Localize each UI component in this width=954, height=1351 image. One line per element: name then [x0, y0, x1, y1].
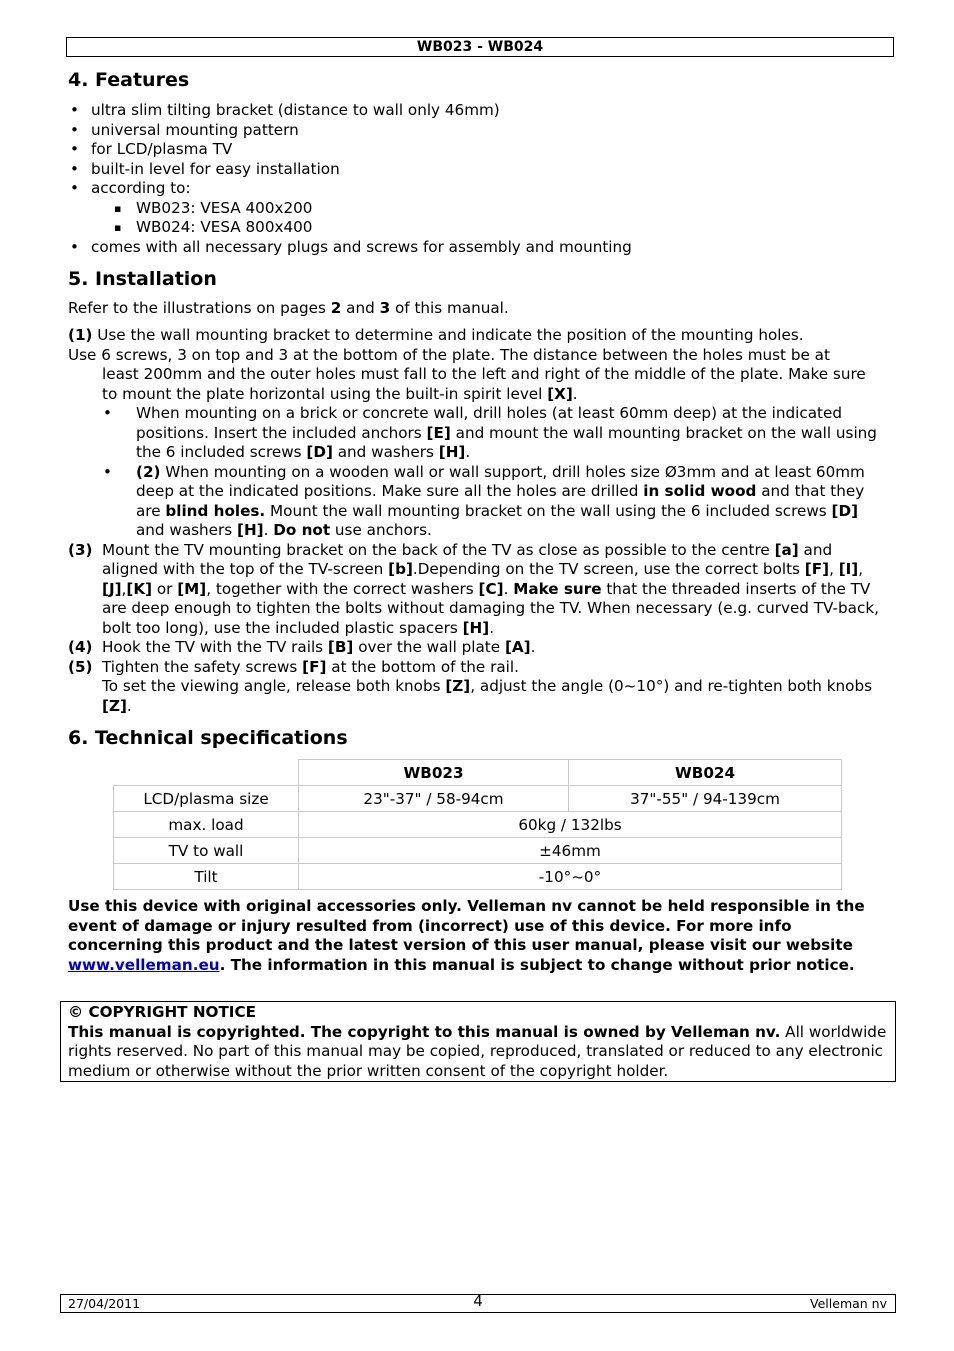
- table-cell: 23"-37" / 58-94cm: [299, 786, 569, 812]
- step-1: (1) Use the wall mounting bracket to determine and indicate the position of the mounting holes.: [68, 326, 804, 344]
- table-cell: -10°~0°: [299, 864, 842, 890]
- list-item: • built-in level for easy installation: [68, 160, 632, 180]
- sublist-item: ▪ WB023: VESA 400x200: [91, 199, 632, 219]
- installation-steps: [68, 326, 883, 716]
- table-row: [114, 812, 842, 838]
- table-header-row: [114, 760, 842, 786]
- step-5: (5) Tighten the safety screws [F] at the bottom of the rail.: [68, 657, 519, 676]
- document-footer: [60, 1294, 896, 1313]
- specs-heading: 6. Technical specifications: [68, 727, 348, 749]
- refer-paragraph: Refer to the illustrations on pages 2 and 3 of this manual.: [68, 299, 509, 317]
- table-row: [114, 786, 842, 812]
- page-number: 4: [473, 1292, 483, 1310]
- footer-date: 27/04/2011: [68, 1296, 141, 1311]
- column-header: WB023: [299, 760, 569, 786]
- list-item: • ultra slim tilting bracket (distance to wall only 46mm): [68, 101, 632, 121]
- row-label: LCD/plasma size: [114, 786, 299, 812]
- column-header: WB024: [569, 760, 842, 786]
- features-list: [68, 101, 632, 257]
- features-heading: 4. Features: [68, 69, 190, 91]
- table-cell: 37"-55" / 94-139cm: [569, 786, 842, 812]
- table-cell: ±46mm: [299, 838, 842, 864]
- table-row: [114, 864, 842, 890]
- step-1-rest: least 200mm and the outer holes must fall to the left and right of the middle of the plate. Make sure to mount the plate horizontal using the built-in spirit level [X].: [102, 365, 866, 403]
- list-item: • universal mounting pattern: [68, 121, 632, 141]
- header-title: WB023 - WB024: [416, 39, 544, 55]
- copyright-text: This manual is copyrighted. The copyright to this manual is owned by Velleman nv. All worldwide rights reserved. No part of this manual may be copied, reproduced, translated or reduced to any electronic medium or otherwise without the prior written consent of the copyright holder.: [68, 1022, 887, 1080]
- vesa-sublist: [91, 199, 632, 238]
- step-4: (4) Hook the TV with the TV rails [B] over the wall plate [A].: [68, 638, 536, 656]
- list-item: • according to: ▪ WB023: VESA 400x200 ▪ WB024: VESA 800x400: [68, 179, 632, 238]
- copyright-title: © COPYRIGHT NOTICE: [68, 1003, 256, 1021]
- step-3: (3) Mount the TV mounting bracket on the back of the TV as close as possible to the centre [a] and aligned with the top of the TV-screen [b].Depending on the TV screen, use the correct bolts [F], [I], [J],[K] or [M], together with the correct washers [C]. Make sure that the threaded inserts of the TV are deep enough to tighten the bolts without damaging the TV. When necessary (e.g. curved TV-back, bolt too long), use the included plastic spacers [H].: [68, 540, 879, 637]
- bullet-wooden-wall: • (2) When mounting on a wooden wall or wall support, drill holes size Ø3mm and at least 60mm deep at the indicated positions. Make sure all the holes are drilled in solid wood and that they are blind holes. Mount the wall mounting bracket on the wall using the 6 included screws [D] and washers [H]. Do not use anchors.: [103, 462, 865, 539]
- table-corner: [114, 760, 299, 786]
- specs-table: [113, 759, 842, 890]
- row-label: TV to wall: [114, 838, 299, 864]
- sublist-item: ▪ WB024: VESA 800x400: [91, 218, 632, 238]
- table-row: [114, 838, 842, 864]
- footer-company: Velleman nv: [810, 1296, 887, 1311]
- row-label: max. load: [114, 812, 299, 838]
- notice-paragraph: Use this device with original accessories only. Velleman nv cannot be held responsible in the event of damage or injury resulted from (incorrect) use of this device. For more info concerning this product and the latest version of this user manual, please visit our website www.velleman.eu. The information in this manual is subject to change without prior notice.: [68, 897, 865, 974]
- website-link[interactable]: www.velleman.eu: [68, 955, 220, 974]
- table-cell: 60kg / 132lbs: [299, 812, 842, 838]
- bullet-brick-wall: • When mounting on a brick or concrete wall, drill holes (at least 60mm deep) at the indicated positions. Insert the included anchors [E] and mount the wall mounting bracket on the wall using the 6 included screws [D] and washers [H].: [103, 404, 877, 461]
- row-label: Tilt: [114, 864, 299, 890]
- step-5-angle: To set the viewing angle, release both knobs [Z], adjust the angle (0~10°) and re-tighten both knobs [Z].: [102, 677, 873, 715]
- document-header: [66, 37, 894, 57]
- list-item: • comes with all necessary plugs and screws for assembly and mounting: [68, 238, 632, 258]
- installation-heading: 5. Installation: [68, 268, 217, 290]
- step-1-line2: Use 6 screws, 3 on top and 3 at the bottom of the plate. The distance between the holes must be at: [68, 345, 830, 364]
- list-item: • for LCD/plasma TV: [68, 140, 632, 160]
- copyright-box: [60, 1001, 896, 1082]
